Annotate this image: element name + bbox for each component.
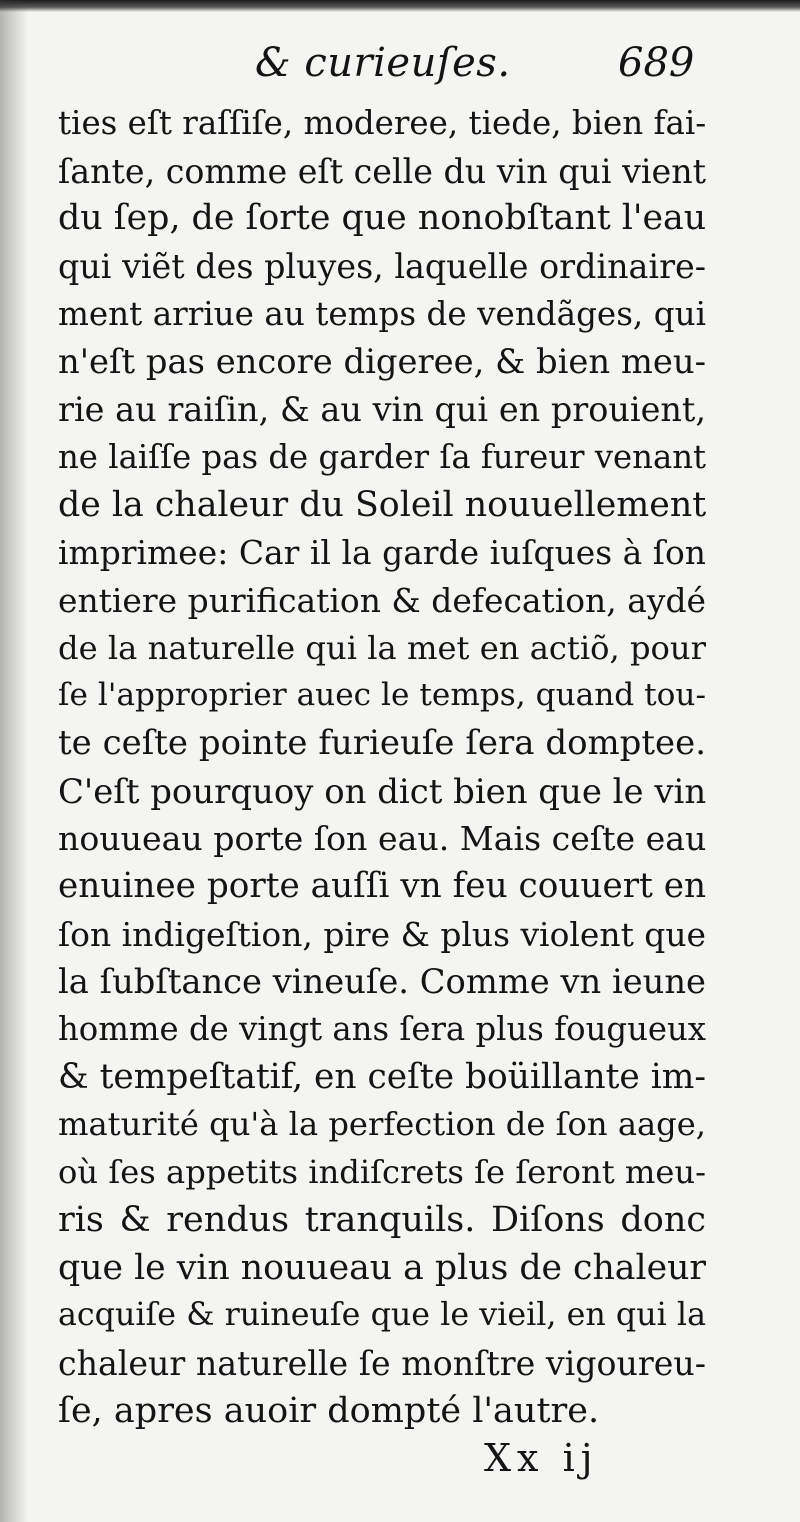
text-line: chaleur naturelle ſe monſtre vigoureu- (58, 1343, 706, 1383)
text-line: homme de vingt ans ſera plus fougueux (58, 1010, 706, 1049)
text-line: ties eſt raſſiſe, moderee, tiede, bien fai- (58, 104, 707, 142)
page-number: 689 (618, 40, 695, 86)
text-line: imprimee: Car il la garde iuſques à ſon (58, 533, 706, 573)
text-line: ne laiſſe pas de garder ſa fureur venant (58, 437, 706, 476)
running-head (0, 36, 800, 96)
text-line: du ſep, de ſorte que nonobſtant l'eau (58, 198, 707, 239)
text-line: & tempeſtatif, en ceſte boüillante im- (58, 1056, 706, 1097)
text-line: ris & rendus tranquils. Diſons donc (58, 1199, 706, 1240)
gutter-shadow (0, 0, 28, 1522)
text-line: où ſes appetits indiſcrets ſe ſeront meu- (58, 1153, 706, 1192)
text-line: C'eſt pourquoy on dict bien que le vin (58, 771, 707, 811)
text-line: rie au raiſin, & au vin qui en prouient, (58, 390, 706, 430)
text-line: te ceſte pointe furieuſe ſera domptee. (58, 722, 706, 763)
text-line: maturité qu'à la perfection de ſon aage, (58, 1105, 706, 1144)
text-line: de la chaleur du Soleil nouuellement (58, 484, 707, 525)
text-line: que le vin nouueau a plus de chaleur (58, 1247, 706, 1288)
body-text (58, 100, 706, 1435)
text-line: ſe, apres auoir dompté l'autre. (58, 1390, 600, 1431)
running-head-title: & curieuſes. (255, 40, 511, 86)
text-line: entiere purification & defecation, aydé (58, 580, 706, 620)
text-line: nouueau porte ſon eau. Mais ceſte eau (58, 819, 707, 859)
page-top-edge (0, 0, 800, 12)
text-line: ment arriue au temps de vendãges, qui (58, 294, 706, 333)
text-line: n'eſt pas encore digeree, & bien meu- (58, 342, 706, 382)
text-line: enuinee porte auſſi vn feu couuert en (58, 866, 707, 906)
text-line: qui viẽt des pluyes, laquelle ordinaire- (58, 247, 706, 287)
text-line: ſon indigeſtion, pire & plus violent que (58, 914, 707, 954)
text-line: acquiſe & ruineuſe que le vieil, en qui la (58, 1297, 706, 1334)
text-line: la ſubſtance vineuſe. Comme vn ieune (58, 962, 706, 1002)
text-line: de la naturelle qui la met en actiõ, pour (58, 628, 706, 667)
text-line: ſante, comme eſt celle du vin qui vient (58, 151, 706, 191)
signature-mark: Xx ij (484, 1436, 599, 1480)
text-line: ſe l'approprier auec le temps, quand tou- (58, 677, 706, 714)
